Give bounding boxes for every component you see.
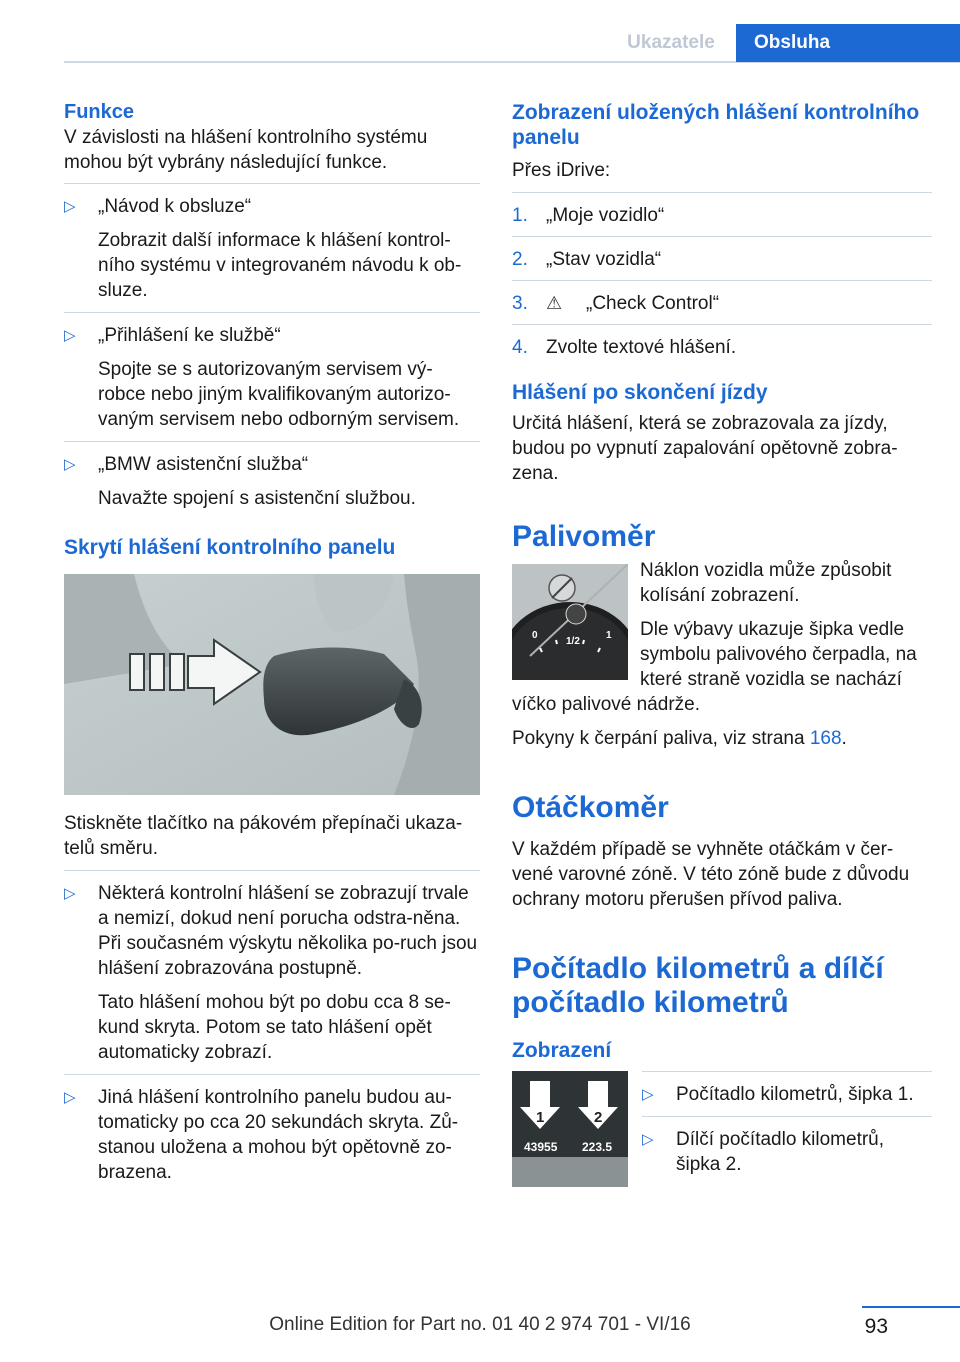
trip-value: 223.5 bbox=[582, 1140, 613, 1154]
tachometer-text: V každém případě se vyhněte otáčkám v čer‐vené varovné zóně. V této zóně bude z důvodu ochrany motoru přerušen přívod paliva. bbox=[512, 839, 910, 910]
arrow-1-label: 1 bbox=[536, 1109, 545, 1126]
odometer-list bbox=[642, 1065, 932, 1186]
fuel-ref-suffix: . bbox=[841, 728, 847, 749]
step-number: 1. bbox=[512, 205, 528, 226]
turn-signal-stalk-image bbox=[64, 574, 480, 795]
separator bbox=[64, 441, 480, 442]
note-text: Tato hlášení mohou být po dobu cca 8 se‐kund skryta. Potom se tato hlášení opět automaticky zobrazí. bbox=[98, 992, 451, 1063]
fuel-label-empty: 0 bbox=[532, 630, 538, 641]
odometer-item bbox=[642, 1082, 932, 1107]
triangle-bullet-icon: ▷ bbox=[642, 1131, 654, 1148]
skryti-text: Stiskněte tlačítko na pákovém přepínači ukaza‐telů směru. bbox=[64, 813, 463, 859]
stored-messages-heading: Zobrazení uložených hlášení kontrolního panelu bbox=[512, 101, 920, 149]
fuel-ref-prefix: Pokyny k čerpání paliva, viz strana bbox=[512, 728, 810, 749]
bullet-text: Spojte se s autorizovaným servisem vý‐robce nebo jiným kvalifikovaným autorizo‐vaným servisem nebo odborným servisem. bbox=[98, 359, 460, 430]
funkce-intro: V závislosti na hlášení kontrolního systému mohou být vybrány následující funkce. bbox=[64, 127, 428, 173]
arrow-2-label: 2 bbox=[594, 1109, 603, 1126]
odometer-item-text: Počítadlo kilometrů, šipka 1. bbox=[676, 1084, 914, 1105]
separator bbox=[512, 324, 932, 325]
step-text: „Check Control“ bbox=[586, 293, 720, 314]
footer-edition: Online Edition for Part no. 01 40 2 974 701 - VI/16 bbox=[269, 1314, 691, 1335]
page-168-link[interactable]: 168 bbox=[809, 728, 842, 749]
separator bbox=[64, 1074, 480, 1075]
fuel-label-full: 1 bbox=[606, 630, 612, 641]
odometer-heading: Počítadlo kilometrů a dílčí počítadlo kilometrů bbox=[512, 952, 884, 1019]
bullet-item bbox=[64, 323, 480, 432]
tab-obsluha[interactable]: Obsluha bbox=[736, 24, 960, 62]
step-text: „Moje vozidlo“ bbox=[546, 205, 665, 226]
bullet-text: Navažte spojení s asistenční službou. bbox=[98, 488, 416, 509]
stored-intro: Přes iDrive: bbox=[512, 160, 611, 181]
fuel-gauge-image bbox=[512, 564, 628, 680]
separator bbox=[64, 312, 480, 313]
step-item bbox=[512, 247, 932, 272]
separator bbox=[512, 280, 932, 281]
fuel-label-half: 1/2 bbox=[566, 636, 580, 647]
step-text: „Stav vozidla“ bbox=[546, 249, 662, 270]
triangle-bullet-icon: ▷ bbox=[64, 456, 76, 473]
funkce-heading: Funkce bbox=[64, 101, 135, 123]
fuel-text-1: Náklon vozidla může způsobit kolísání zobrazení. bbox=[640, 560, 892, 606]
after-drive-heading: Hlášení po skončení jízdy bbox=[512, 381, 768, 404]
separator bbox=[64, 183, 480, 184]
skryti-heading: Skrytí hlášení kontrolního panelu bbox=[64, 536, 396, 559]
bullet-item bbox=[64, 452, 480, 511]
page-number-rule bbox=[862, 1306, 960, 1308]
odometer-value: 43955 bbox=[524, 1140, 558, 1154]
bullet-text: Zobrazit další informace k hlášení kontrol‐ního systému v integrovaném návodu k ob‐sluze. bbox=[98, 230, 462, 301]
warning-triangle-icon: ⚠ bbox=[546, 293, 563, 313]
fuel-text-2: Dle výbavy ukazuje šipka vedle symbolu palivového čerpadla, na které straně vozidla se nachází víčko palivové nádrže. bbox=[512, 619, 917, 715]
triangle-bullet-icon: ▷ bbox=[642, 1086, 654, 1103]
note-text: Některá kontrolní hlášení se zobrazují trvale a nemizí, dokud není porucha odstra‐něna. Při současném výskytu několika po‐ruch jsou hlášení zobrazována postupně. bbox=[98, 883, 478, 979]
left-column bbox=[64, 100, 480, 1194]
after-drive-text: Určitá hlášení, která se zobrazovala za jízdy, budou po vypnutí zapalování opětovně zobra‐zena. bbox=[512, 413, 898, 484]
separator bbox=[642, 1116, 932, 1117]
display-subheading: Zobrazení bbox=[512, 1039, 612, 1062]
tab-ukazatele[interactable]: Ukazatele bbox=[627, 32, 715, 53]
bullet-title: „BMW asistenční služba“ bbox=[98, 454, 309, 475]
bullet-item bbox=[64, 194, 480, 303]
fuel-text-3 bbox=[512, 726, 932, 751]
step-item bbox=[512, 335, 932, 360]
step-text: Zvolte textové hlášení. bbox=[546, 337, 737, 358]
triangle-bullet-icon: ▷ bbox=[64, 885, 76, 902]
step-number: 4. bbox=[512, 337, 528, 358]
odometer-display-image bbox=[512, 1071, 628, 1187]
tachometer-heading: Otáčkoměr bbox=[512, 791, 669, 824]
odometer-item bbox=[642, 1127, 932, 1177]
triangle-bullet-icon: ▷ bbox=[64, 198, 76, 215]
step-item bbox=[512, 291, 932, 316]
step-item bbox=[512, 203, 932, 228]
step-number: 2. bbox=[512, 249, 528, 270]
fuel-gauge-heading: Palivoměr bbox=[512, 520, 656, 553]
triangle-bullet-icon: ▷ bbox=[64, 1089, 76, 1106]
bullet-title: „Návod k obsluze“ bbox=[98, 196, 252, 217]
right-column bbox=[512, 100, 932, 1191]
separator bbox=[642, 1071, 932, 1072]
separator bbox=[512, 236, 932, 237]
page-number: 93 bbox=[864, 1315, 888, 1338]
note-item bbox=[64, 881, 480, 1065]
bullet-title: „Přihlášení ke službě“ bbox=[98, 325, 281, 346]
separator bbox=[64, 870, 480, 871]
note-text: Jiná hlášení kontrolního panelu budou au‐tomaticky po cca 20 sekundách skryta. Zů‐stanou uložena a mohou být opětovně zo‐brazena. bbox=[98, 1087, 459, 1183]
separator bbox=[512, 192, 932, 193]
step-number: 3. bbox=[512, 293, 528, 314]
note-item bbox=[64, 1085, 480, 1185]
odometer-item-text: Dílčí počítadlo kilometrů, šipka 2. bbox=[676, 1129, 885, 1175]
triangle-bullet-icon: ▷ bbox=[64, 327, 76, 344]
